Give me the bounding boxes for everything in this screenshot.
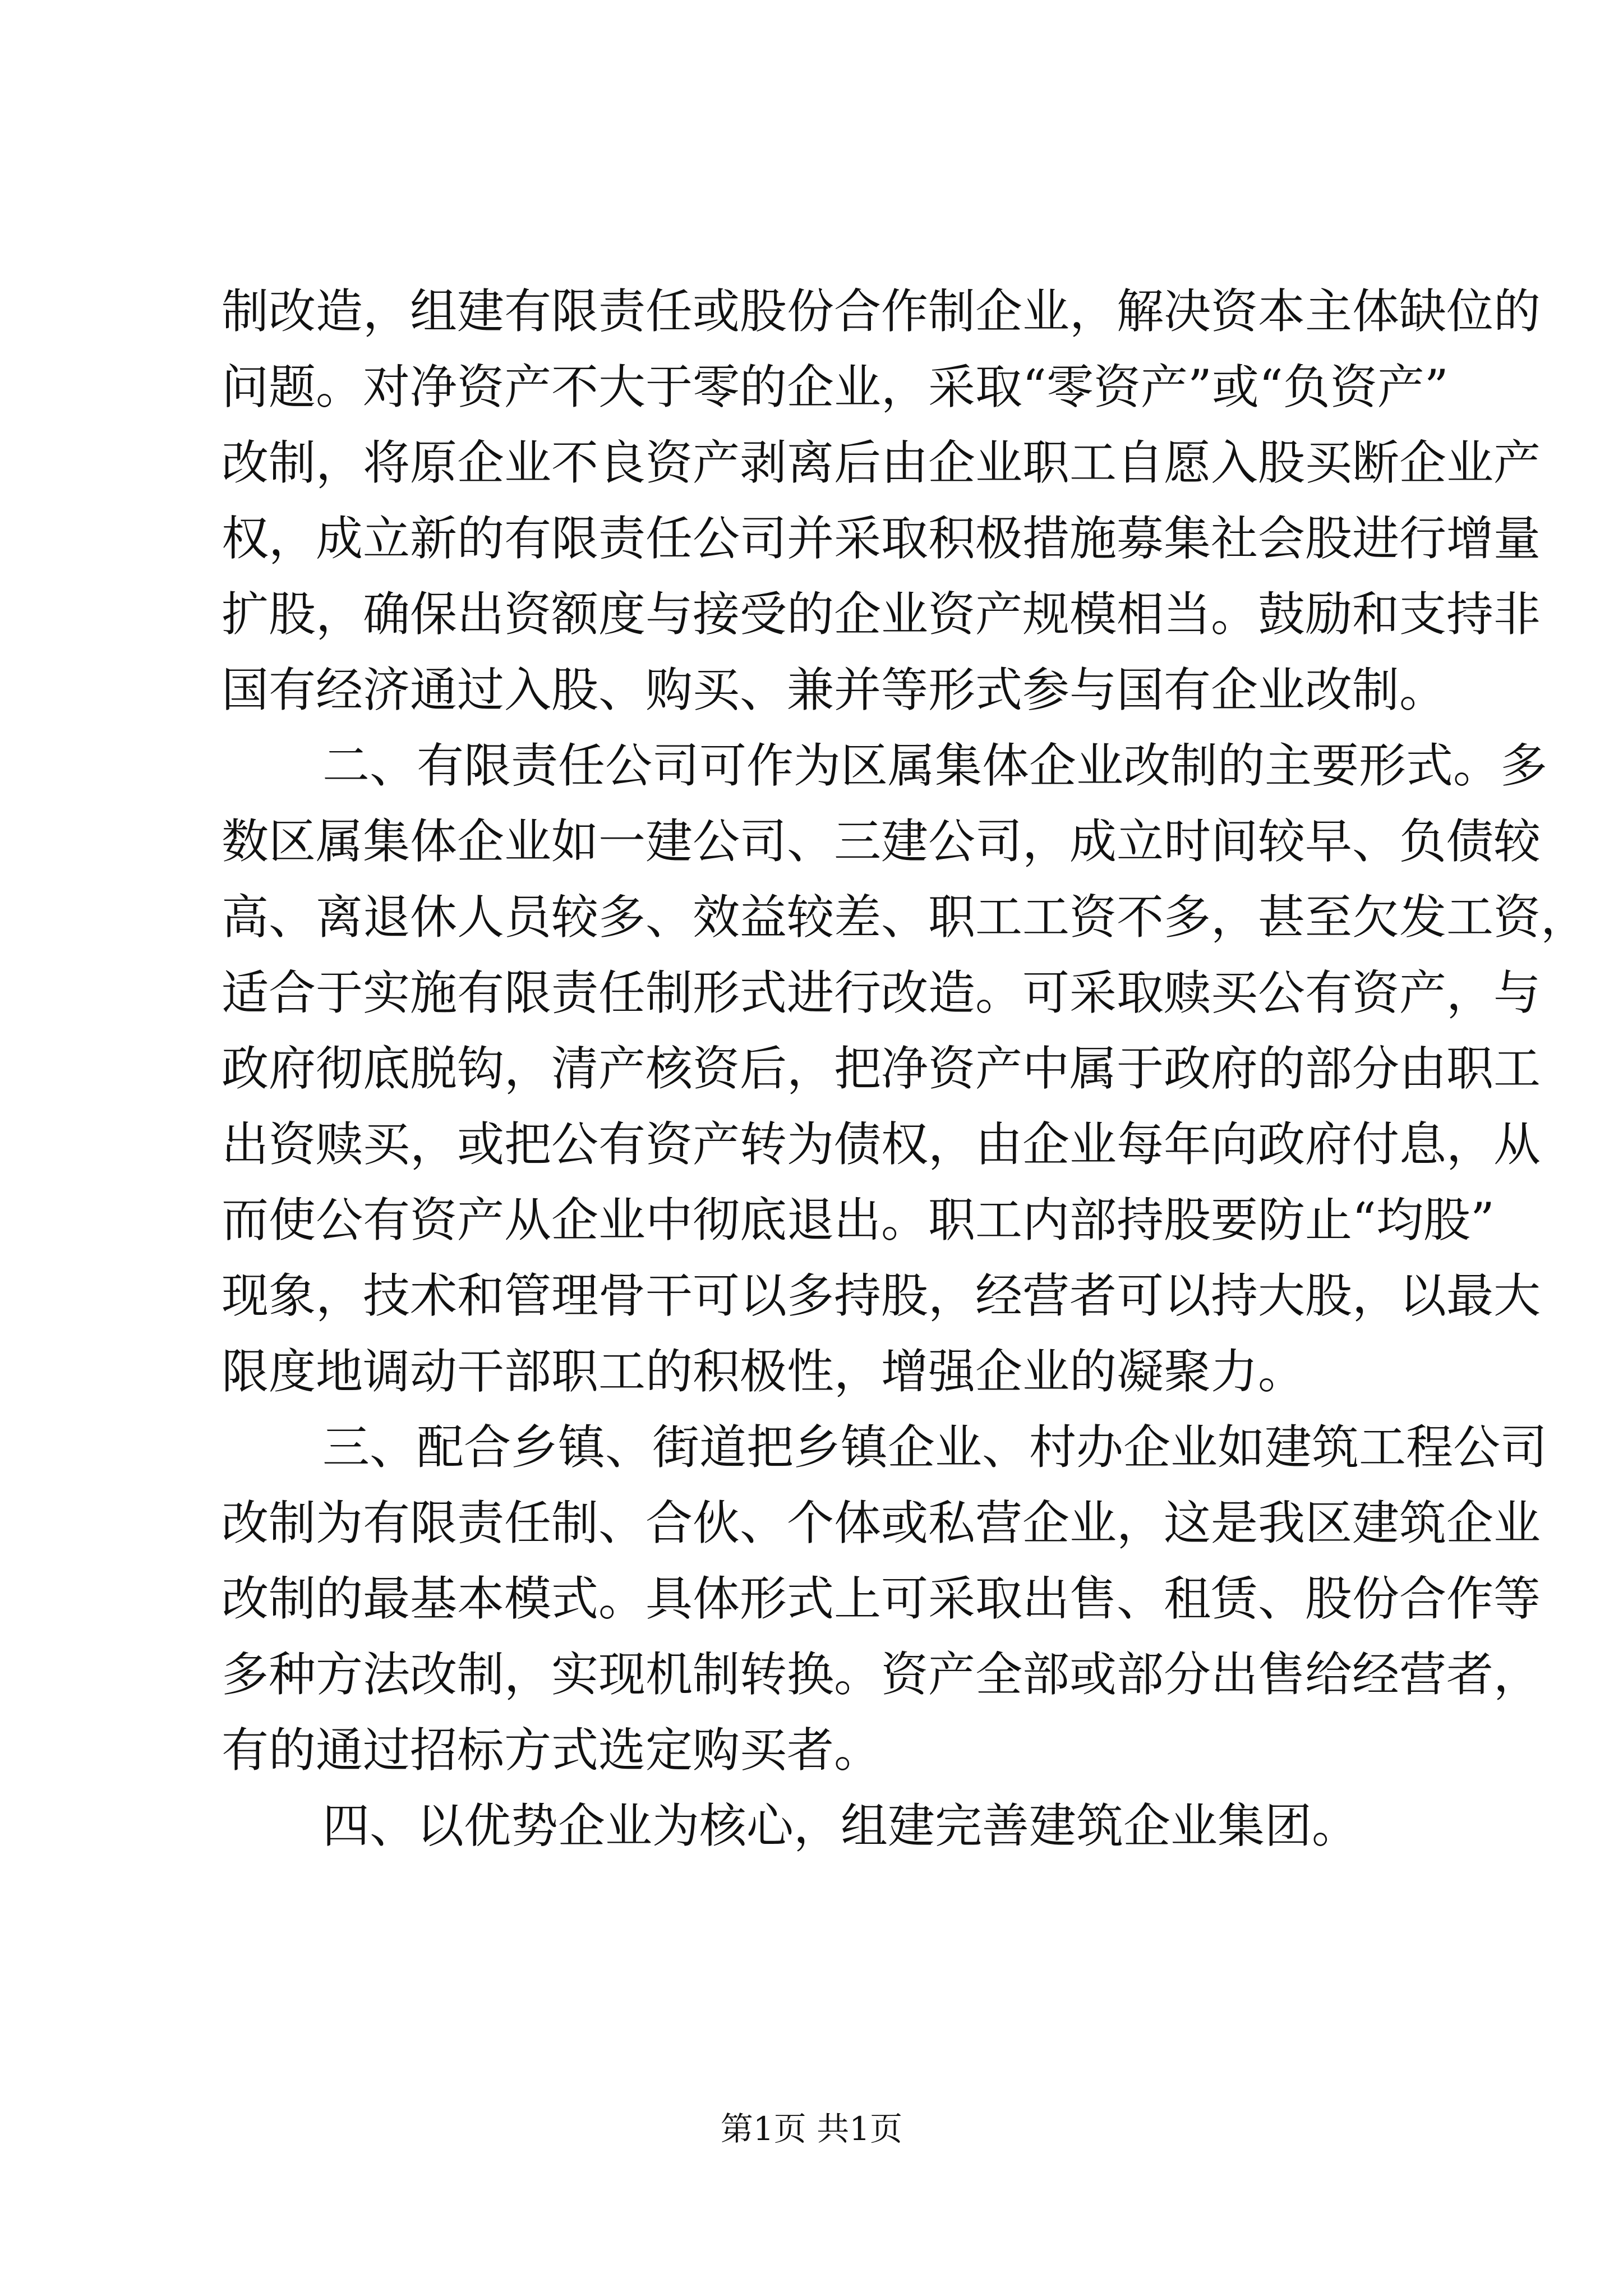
text-line: 适合于实施有限责任制形式进行改造。可采取赎买公有资产，与: [222, 965, 1541, 1020]
text-line: 问题。对净资产不大于零的企业，采取“零资产”或“负资产”: [222, 360, 1449, 415]
text-line: 数区属集体企业如一建公司、三建公司，成立时间较早、负债较: [222, 814, 1541, 869]
paragraph-start-line: 三、配合乡镇、街道把乡镇企业、村办企业如建筑工程公司: [322, 1420, 1548, 1475]
text-line: 制改造，组建有限责任或股份合作制企业，解决资本主体缺位的: [222, 284, 1541, 339]
text-line: 改制为有限责任制、合伙、个体或私营企业，这是我区建筑企业: [222, 1496, 1541, 1550]
text-line: 有的通过招标方式选定购买者。: [222, 1723, 882, 1778]
text-line: 权，成立新的有限责任公司并采取积极措施募集社会股进行增量: [222, 511, 1541, 566]
text-line: 扩股，确保出资额度与接受的企业资产规模相当。鼓励和支持非: [222, 587, 1541, 642]
text-line: 多种方法改制，实现机制转换。资产全部或部分出售给经营者，: [222, 1647, 1541, 1702]
page-footer: 第1页 共1页: [720, 2110, 903, 2148]
text-line: 现象，技术和管理骨干可以多持股，经营者可以持大股，以最大: [222, 1268, 1541, 1323]
text-line: 而使公有资产从企业中彻底退出。职工内部持股要防止“均股”: [222, 1193, 1495, 1248]
text-line: 国有经济通过入股、购买、兼并等形式参与国有企业改制。: [222, 662, 1447, 717]
paragraph-start-line: 二、有限责任公司可作为区属集体企业改制的主要形式。多: [322, 738, 1548, 793]
text-line: 政府彻底脱钩，清产核资后，把净资产中属于政府的部分由职工: [222, 1041, 1541, 1096]
text-line: 限度地调动干部职工的积极性，增强企业的凝聚力。: [222, 1344, 1306, 1399]
text-line: 高、离退休人员较多、效益较差、职工工资不多，甚至欠发工资，: [222, 890, 1588, 945]
text-line: 改制，将原企业不良资产剥离后由企业职工自愿入股买断企业产: [222, 435, 1541, 490]
text-line: 出资赎买，或把公有资产转为债权，由企业每年向政府付息，从: [222, 1117, 1541, 1172]
paragraph-start-line: 四、以优势企业为核心，组建完善建筑企业集团。: [322, 1798, 1359, 1853]
text-line: 改制的最基本模式。具体形式上可采取出售、租赁、股份合作等: [222, 1571, 1541, 1626]
